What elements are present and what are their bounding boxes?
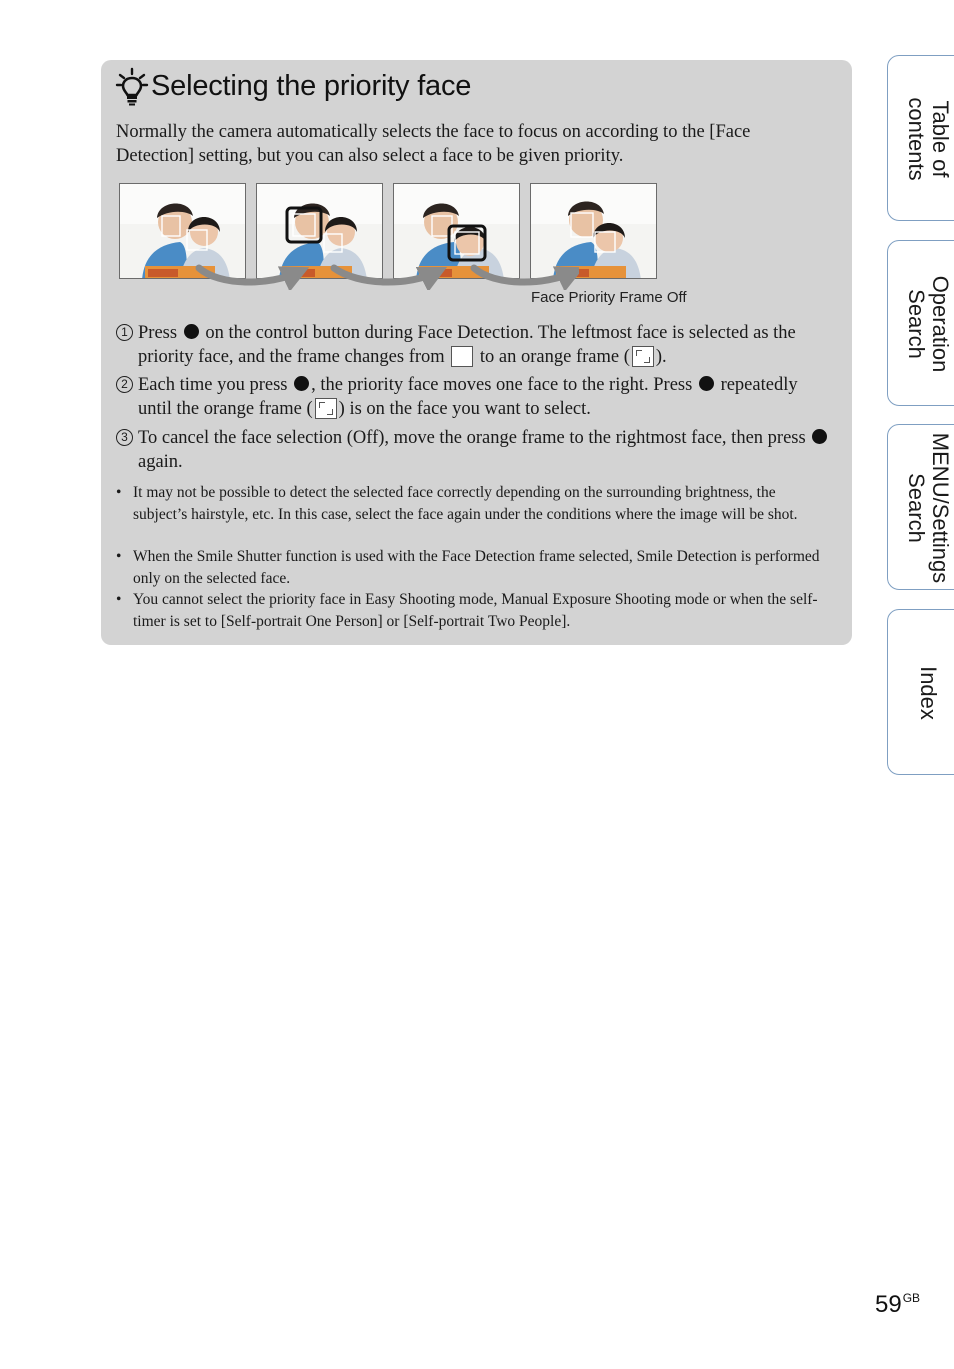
control-button-center-icon [812,429,827,444]
tab-index[interactable] [887,609,954,775]
note-2 [116,546,832,589]
bullet: • [116,548,122,565]
intro-paragraph: Normally the camera automatically selects the face to focus on according to the [Face Detection] setting, but you can also select a face to be given priority. [116,122,751,166]
step-3 [116,426,836,474]
tab-menu-settings-search[interactable] [887,424,954,590]
step-2 [116,373,836,421]
tab-operation-search[interactable] [887,240,954,406]
cycle-arrows [119,260,579,290]
orange-frame-icon [315,398,337,419]
orange-frame-icon [632,346,654,367]
note-1 [116,482,832,525]
note-text: You cannot select the priority face in Easy Shooting mode, Manual Exposure Shooting mode or when the self-timer is set to [Self-portrait One Person] or [Self-portrait Two People]. [133,591,818,630]
bullet: • [116,591,122,608]
tab-label-line: contents [904,97,929,181]
step-text: Press [138,323,178,343]
white-frame-icon [451,346,473,367]
note-text: When the Smile Shutter function is used with the Face Detection frame selected, Smile Detection is performed only on the selected face. [133,548,820,587]
control-button-center-icon [184,324,199,339]
bullet: • [116,484,122,501]
step-text: ) is on the face you want to select. [338,399,591,419]
tab-label-line: Index [916,666,941,720]
tab-label-line: Search [904,473,929,543]
step-text: To cancel the face selection (Off), move the orange frame to the rightmost face, then press [138,428,806,448]
tab-table-of-contents[interactable] [887,55,954,221]
step-number: 1 [116,324,133,341]
tab-label-line: Table of [928,100,953,178]
tab-label [916,666,940,720]
tab-label [904,276,952,373]
step-1 [116,321,836,369]
lightbulb-tip-icon [115,66,149,106]
tab-label [904,97,952,180]
tip-title: Selecting the priority face [151,69,472,102]
note-text: It may not be possible to detect the selected face correctly depending on the surrounding brightness, the subject’s hairstyle, etc. In this case, select the face again under the conditions where the image will be shot. [133,484,798,523]
step-number: 2 [116,376,133,393]
control-button-center-icon [699,376,714,391]
figure-caption: Face Priority Frame Off [531,289,687,306]
step-text: to an orange frame ( [479,347,630,367]
step-text: ). [655,347,667,367]
tab-label-line: Operation [928,275,953,373]
step-text: , the priority face moves one face to the right. Press [311,375,693,395]
page-number-suffix: GB [902,1291,921,1305]
step-text: on the control button during Face Detection. The leftmost face is selected as the priority face, and the frame changes from [138,323,796,367]
tab-label [904,433,952,583]
tab-label-line: MENU/Settings [928,432,953,584]
step-text: Each time you press [138,375,288,395]
page-number [875,1291,920,1319]
step-text: repeatedly until the orange frame ( [138,375,798,419]
step-text: again. [138,452,183,472]
control-button-center-icon [294,376,309,391]
tab-label-line: Search [904,289,929,359]
page-number-value: 59 [875,1291,902,1318]
tip-heading [115,66,471,106]
step-number: 3 [116,429,133,446]
note-3 [116,589,832,632]
